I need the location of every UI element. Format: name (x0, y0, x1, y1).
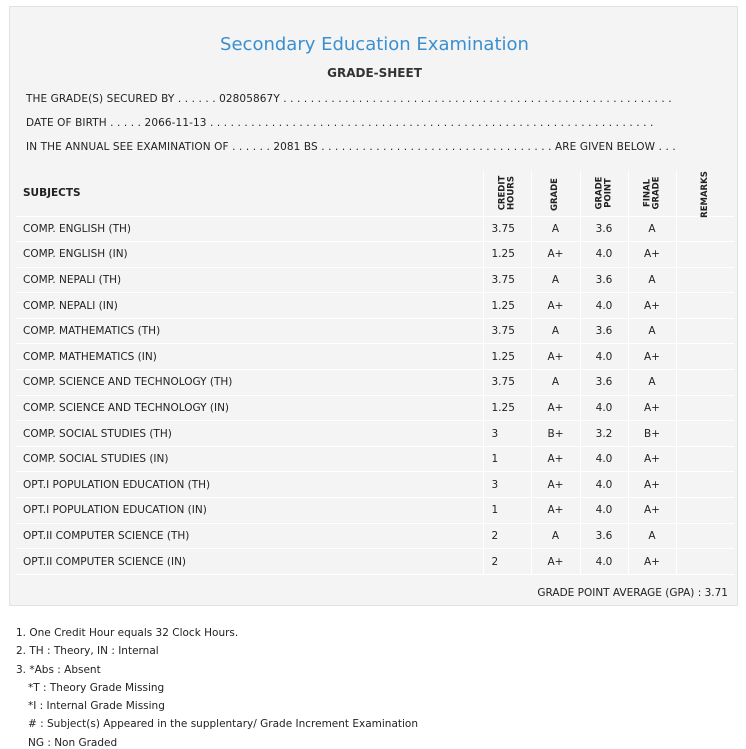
remarks-cell (676, 498, 734, 524)
grade-cell: A+ (531, 498, 580, 524)
final-grade-cell: A (628, 523, 676, 549)
credit-hours-cell: 1.25 (483, 395, 531, 421)
footnote: 1. One Credit Hour equals 32 Clock Hours. (16, 627, 239, 639)
gpa-summary: GRADE POINT AVERAGE (GPA) : 3.71 (537, 587, 728, 599)
remarks-cell (676, 318, 734, 344)
grade-cell: A+ (531, 549, 580, 575)
footnote: # : Subject(s) Appeared in the supplentary/ Grade Increment Examination (28, 718, 418, 731)
grade-cell: A (531, 318, 580, 344)
date-of-birth-line: DATE OF BIRTH . . . . . 2066-11-13 . . . . . . . . . . . . . . . . . . . . . . . . . . . . . . . . . . . . . . . . . . . . . . . . . . . . . . . . . . . . . . . . . (26, 117, 654, 129)
table-row (16, 267, 734, 293)
credit-hours-cell: 3.75 (483, 267, 531, 293)
footnote: *I : Internal Grade Missing (28, 700, 165, 713)
credit-hours-cell: 1 (483, 446, 531, 472)
subject-cell: COMP. ENGLISH (TH) (16, 216, 483, 242)
subject-cell: COMP. SCIENCE AND TECHNOLOGY (TH) (16, 370, 483, 396)
header-credit-hours: CREDIT HOURS (483, 171, 531, 216)
footnote: NG : Non Graded (28, 736, 118, 749)
subject-cell: OPT.II COMPUTER SCIENCE (TH) (16, 523, 483, 549)
grade-sheet (9, 6, 738, 606)
credit-hours-cell: 3.75 (483, 370, 531, 396)
grade-point-cell: 4.0 (580, 498, 628, 524)
table-row (16, 242, 734, 268)
final-grade-cell: A+ (628, 395, 676, 421)
symbol-number-line: THE GRADE(S) SECURED BY . . . . . . 02805867Y . . . . . . . . . . . . . . . . . . . . . . . . . . . . . . . . . . . . . . . . . . . . . . . . . . . . . . . . . (26, 93, 672, 105)
final-grade-cell: A (628, 216, 676, 242)
grade-cell: A (531, 370, 580, 396)
table-row (16, 318, 734, 344)
remarks-cell (676, 370, 734, 396)
grade-point-cell: 3.6 (580, 370, 628, 396)
grade-point-cell: 3.2 (580, 421, 628, 447)
grade-cell: A+ (531, 395, 580, 421)
table-row (16, 293, 734, 319)
grade-point-cell: 4.0 (580, 344, 628, 370)
table-row (16, 370, 734, 396)
grade-cell: B+ (531, 421, 580, 447)
grade-point-cell: 4.0 (580, 242, 628, 268)
table-row (16, 549, 734, 575)
grade-point-cell: 3.6 (580, 523, 628, 549)
table-row (16, 344, 734, 370)
subject-cell: COMP. NEPALI (IN) (16, 293, 483, 319)
header-grade-point: GRADE POINT (580, 171, 628, 216)
final-grade-cell: A+ (628, 498, 676, 524)
subject-cell: COMP. SOCIAL STUDIES (IN) (16, 446, 483, 472)
final-grade-cell: A (628, 267, 676, 293)
remarks-cell (676, 395, 734, 421)
final-grade-cell: A+ (628, 446, 676, 472)
table-row (16, 446, 734, 472)
grade-point-cell: 4.0 (580, 446, 628, 472)
credit-hours-cell: 2 (483, 523, 531, 549)
remarks-cell (676, 549, 734, 575)
credit-hours-cell: 3 (483, 421, 531, 447)
header-subjects: SUBJECTS (16, 171, 483, 216)
credit-hours-cell: 2 (483, 549, 531, 575)
footnote: 2. TH : Theory, IN : Internal (16, 645, 159, 658)
final-grade-cell: A+ (628, 242, 676, 268)
header-grade: GRADE (531, 171, 580, 216)
header-remarks: REMARKS (676, 171, 734, 216)
subject-cell: OPT.I POPULATION EDUCATION (TH) (16, 472, 483, 498)
footnotes (16, 624, 418, 749)
grade-point-cell: 4.0 (580, 472, 628, 498)
final-grade-cell: A+ (628, 293, 676, 319)
header-final-grade: FINAL GRADE (628, 171, 676, 216)
table-row (16, 421, 734, 447)
subject-cell: COMP. MATHEMATICS (TH) (16, 318, 483, 344)
remarks-cell (676, 472, 734, 498)
grade-point-cell: 3.6 (580, 216, 628, 242)
subject-cell: COMP. SOCIAL STUDIES (TH) (16, 421, 483, 447)
grade-point-cell: 3.6 (580, 318, 628, 344)
credit-hours-cell: 3 (483, 472, 531, 498)
subject-cell: COMP. MATHEMATICS (IN) (16, 344, 483, 370)
sheet-subtitle: GRADE-SHEET (327, 66, 422, 80)
table-header-row (16, 171, 734, 216)
grade-cell: A (531, 216, 580, 242)
credit-hours-cell: 1 (483, 498, 531, 524)
final-grade-cell: A (628, 370, 676, 396)
subject-cell: OPT.I POPULATION EDUCATION (IN) (16, 498, 483, 524)
table-row (16, 472, 734, 498)
final-grade-cell: A (628, 318, 676, 344)
remarks-cell (676, 267, 734, 293)
grade-cell: A (531, 267, 580, 293)
subject-cell: COMP. NEPALI (TH) (16, 267, 483, 293)
grade-point-cell: 4.0 (580, 395, 628, 421)
grade-point-cell: 3.6 (580, 267, 628, 293)
footnote: 3. *Abs : Absent (16, 663, 101, 676)
grade-point-cell: 4.0 (580, 549, 628, 575)
final-grade-cell: A+ (628, 472, 676, 498)
remarks-cell (676, 216, 734, 242)
grade-point-cell: 4.0 (580, 293, 628, 319)
table-row (16, 216, 734, 242)
remarks-cell (676, 344, 734, 370)
remarks-cell (676, 446, 734, 472)
grade-cell: A+ (531, 242, 580, 268)
subject-cell: COMP. ENGLISH (IN) (16, 242, 483, 268)
grade-cell: A+ (531, 344, 580, 370)
table-row (16, 395, 734, 421)
remarks-cell (676, 523, 734, 549)
exam-year-line: IN THE ANNUAL SEE EXAMINATION OF . . . . . . 2081 BS . . . . . . . . . . . . . . . . . . . . . . . . . . . . . . . . . . ARE GIVEN BELOW . . . (26, 141, 676, 153)
credit-hours-cell: 3.75 (483, 216, 531, 242)
credit-hours-cell: 1.25 (483, 344, 531, 370)
subject-cell: OPT.II COMPUTER SCIENCE (IN) (16, 549, 483, 575)
subject-cell: COMP. SCIENCE AND TECHNOLOGY (IN) (16, 395, 483, 421)
credit-hours-cell: 1.25 (483, 242, 531, 268)
page-title: Secondary Education Examination (220, 34, 529, 55)
grade-cell: A+ (531, 472, 580, 498)
grade-cell: A+ (531, 446, 580, 472)
final-grade-cell: B+ (628, 421, 676, 447)
footnote: *T : Theory Grade Missing (28, 681, 165, 694)
table-row (16, 523, 734, 549)
table-row (16, 498, 734, 524)
grades-table (16, 171, 734, 575)
final-grade-cell: A+ (628, 344, 676, 370)
grade-cell: A (531, 523, 580, 549)
credit-hours-cell: 3.75 (483, 318, 531, 344)
remarks-cell (676, 242, 734, 268)
final-grade-cell: A+ (628, 549, 676, 575)
grade-cell: A+ (531, 293, 580, 319)
remarks-cell (676, 421, 734, 447)
remarks-cell (676, 293, 734, 319)
credit-hours-cell: 1.25 (483, 293, 531, 319)
